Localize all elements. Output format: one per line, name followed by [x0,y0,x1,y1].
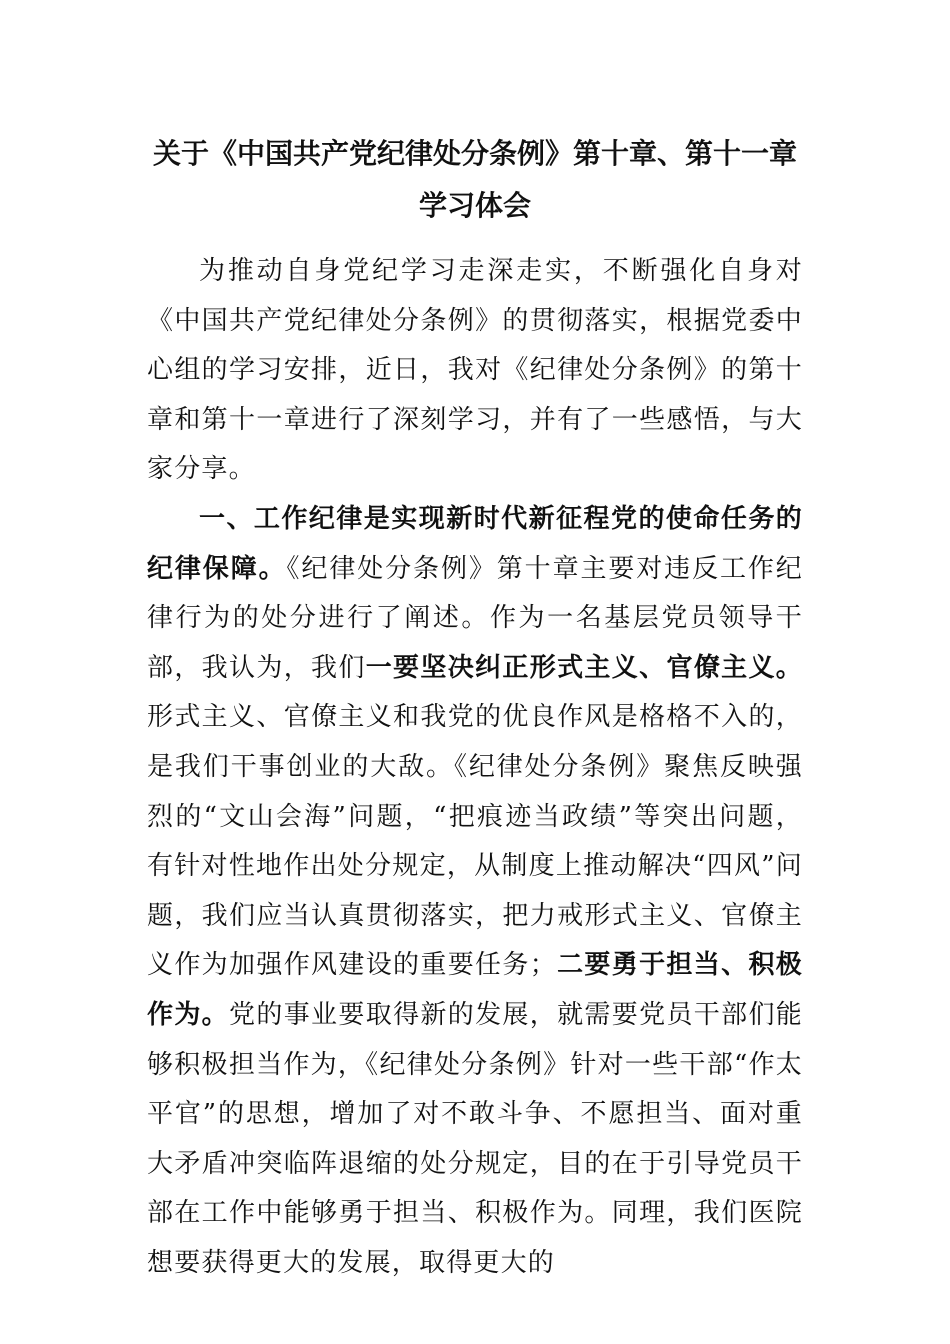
paragraph-intro: 为推动自身党纪学习走深走实，不断强化自身对《中国共产党纪律处分条例》的贯彻落实，根据党委中心组的学习安排，近日，我对《纪律处分条例》的第十章和第十一章进行了深刻学习，并有了一些感悟，与大家分享。 [147,256,803,485]
paragraph-text: 《纪律处分条例》第十章主要对违反工作纪律行为的处分进行了阐述。作为一名基层党员领导干部，我认为，我们 [147,553,803,683]
paragraph-text: 形式主义、官僚主义和我党的优良作风是格格不入的，是我们干事创业的大敌。《纪律处分条例》聚焦反映强烈的“文山会海”问题，“把痕迹当政绩”等突出问题，有针对性地作出处分规定，从制度上推动解决“四风”问题，我们应当认真贯彻落实，把力戒形式主义、官僚主义作为加强作风建设的重要任务； [147,702,803,981]
paragraph-section-one [147,495,803,1289]
section-heading: 一、工作纪律是实现新时代新征程党的使命任务的纪律保障。 [147,503,803,584]
key-point-one: 一要坚决纠正形式主义、官僚主义。 [365,652,803,683]
paragraph-text: 党的事业要取得新的发展，就需要党员干部们能够积极担当作为，《纪律处分条例》针对一些干部“作太平官”的思想，增加了对不敢斗争、不愿担当、面对重大矛盾冲突临阵退缩的处分规定，目的在于引导党员干部在工作中能够勇于担当、积极作为。同理，我们医院想要获得更大的发展，取得更大的 [147,999,804,1278]
document-body [147,247,803,1288]
key-point-two: 二要勇于担当、积极作为。 [147,950,803,1030]
document-title: 关于《中国共产党纪律处分条例》第十章、第十一章学习体会 [152,137,797,222]
